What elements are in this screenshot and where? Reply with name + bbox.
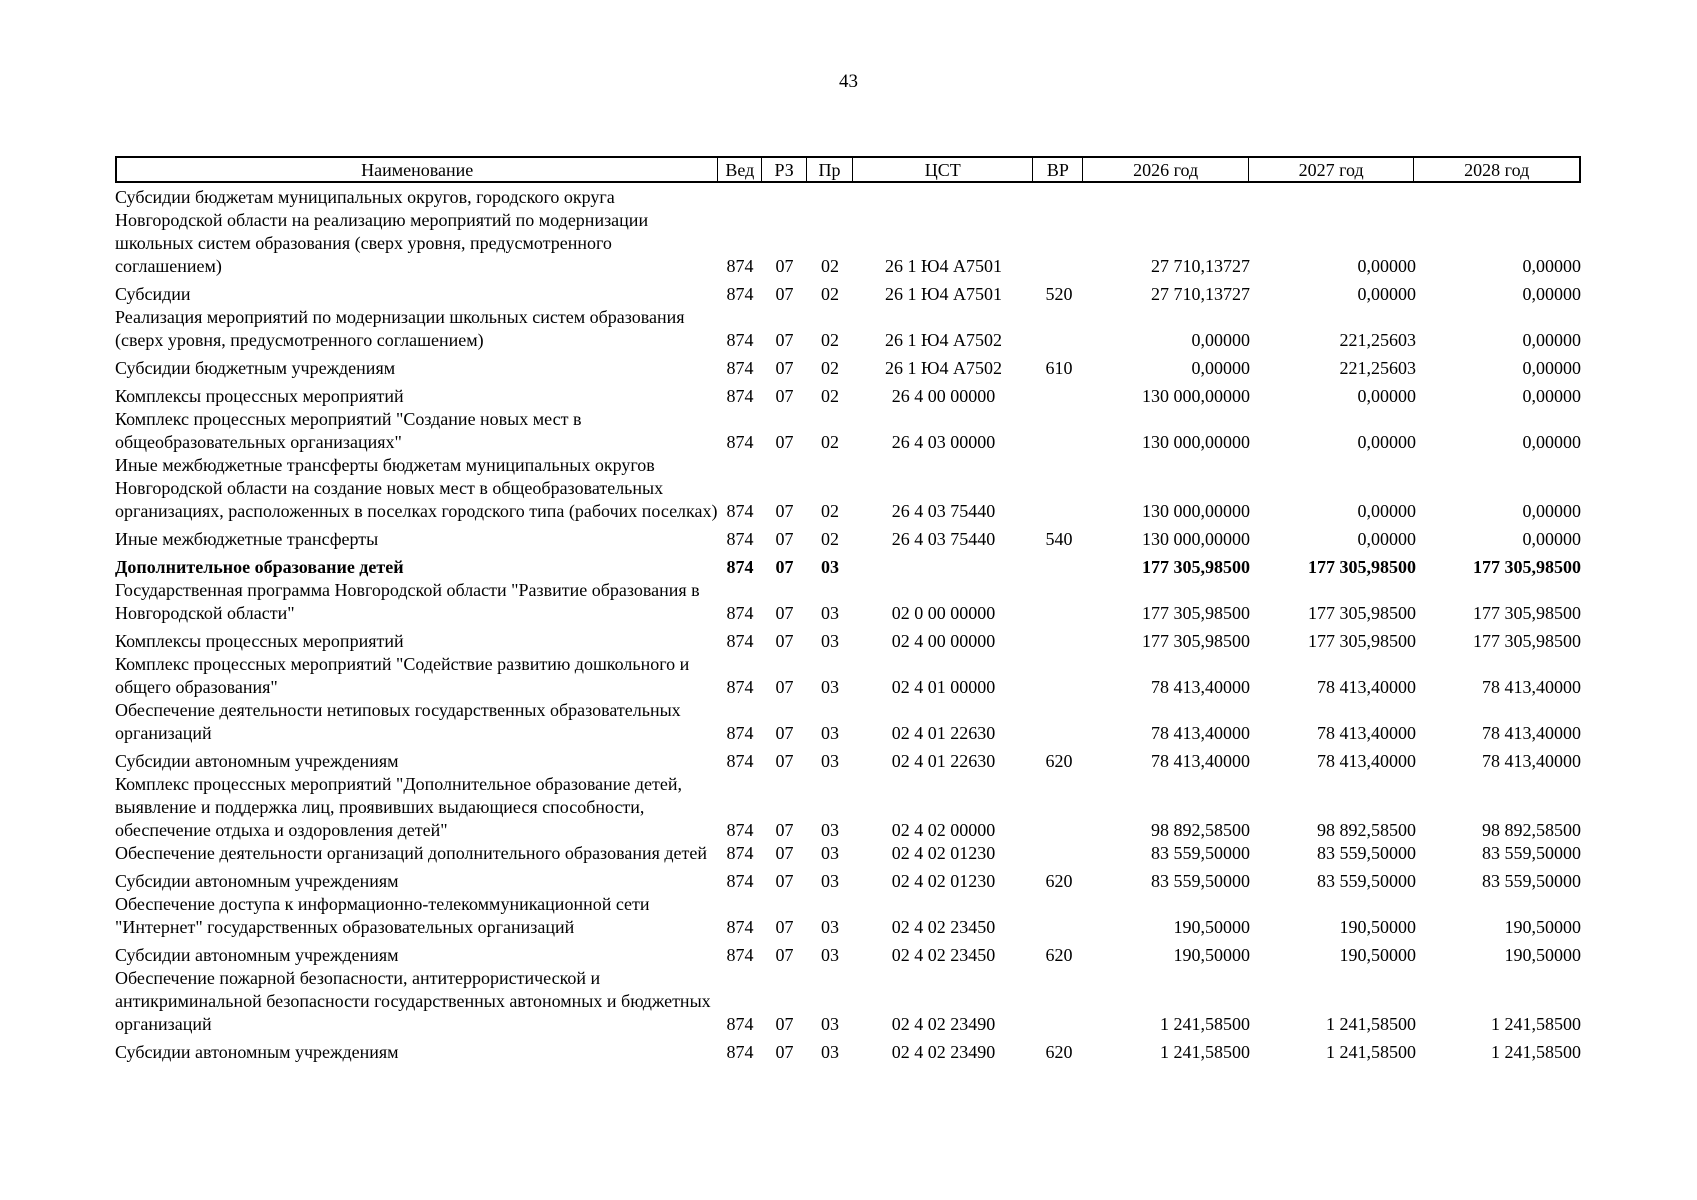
row-cst: 02 4 02 23450 — [891, 917, 996, 937]
row-cst: 26 1 Ю4 А7502 — [885, 358, 1002, 378]
row-2028: 0,00000 — [1522, 501, 1581, 521]
row-pr: 03 — [821, 843, 839, 863]
row-rz: 07 — [775, 529, 794, 549]
row-name: Иные межбюджетные трансферты — [115, 529, 379, 549]
row-pr: 02 — [821, 386, 839, 406]
row-name: Субсидии — [115, 284, 191, 304]
row-ved: 874 — [726, 677, 754, 697]
row-2028: 0,00000 — [1522, 256, 1581, 276]
row-2028: 190,50000 — [1504, 945, 1581, 965]
row-vr: 540 — [1045, 529, 1073, 549]
row-rz: 07 — [775, 557, 794, 577]
row-cst: 02 0 00 00000 — [891, 603, 996, 623]
row-pr: 03 — [821, 945, 839, 965]
row-rz: 07 — [775, 386, 794, 406]
row-2028: 177 305,98500 — [1473, 557, 1581, 577]
row-cst: 02 4 02 01230 — [891, 871, 996, 891]
row-name: Субсидии бюджетным учреждениям — [115, 358, 396, 378]
table-row — [115, 528, 1581, 551]
row-pr: 02 — [821, 501, 839, 521]
row-vr: 620 — [1045, 1042, 1073, 1062]
row-name: Дополнительное образование детей — [115, 557, 404, 577]
table-header — [115, 156, 1581, 183]
row-2026: 130 000,00000 — [1142, 386, 1250, 406]
row-cst: 02 4 02 23490 — [891, 1042, 996, 1062]
row-cst: 02 4 02 23450 — [891, 945, 996, 965]
table-row — [115, 579, 1581, 625]
row-rz: 07 — [775, 751, 794, 771]
row-rz: 07 — [775, 843, 794, 863]
row-pr: 03 — [821, 557, 839, 577]
row-ved: 874 — [726, 820, 754, 840]
row-cst: 26 4 03 75440 — [891, 501, 996, 521]
row-rz: 07 — [775, 501, 794, 521]
header-pr: Пр — [807, 158, 853, 181]
row-2027: 0,00000 — [1357, 501, 1416, 521]
row-2028: 0,00000 — [1522, 330, 1581, 350]
page-number: 43 — [839, 71, 858, 92]
row-2027: 78 413,40000 — [1317, 751, 1416, 771]
table-row — [115, 556, 1581, 579]
row-2026: 83 559,50000 — [1151, 843, 1250, 863]
row-2027: 0,00000 — [1357, 386, 1416, 406]
row-name: Иные межбюджетные трансферты бюджетам муниципальных округов Новгородской области на создание новых мест в общеобразовательных организациях, расположенных в поселках городского типа (рабочих поселках) — [115, 455, 718, 521]
row-name: Комплексы процессных мероприятий — [115, 631, 404, 651]
row-2028: 83 559,50000 — [1482, 843, 1581, 863]
table-body — [115, 186, 1581, 1064]
row-2027: 190,50000 — [1339, 945, 1416, 965]
row-name: Обеспечение пожарной безопасности, антитеррористической и антикриминальной безопасности государственных автономных и бюджетных организаций — [115, 968, 711, 1034]
row-ved: 874 — [726, 1042, 754, 1062]
row-ved: 874 — [726, 603, 754, 623]
row-2027: 221,25603 — [1339, 330, 1416, 350]
row-pr: 03 — [821, 723, 839, 743]
table-row — [115, 1041, 1581, 1064]
row-rz: 07 — [775, 945, 794, 965]
row-vr: 610 — [1045, 358, 1073, 378]
row-2026: 27 710,13727 — [1151, 284, 1250, 304]
row-cst: 26 4 00 00000 — [891, 386, 996, 406]
row-name: Комплекс процессных мероприятий "Содействие развитию дошкольного и общего образования" — [115, 654, 690, 697]
row-pr: 02 — [821, 284, 839, 304]
row-2027: 190,50000 — [1339, 917, 1416, 937]
row-vr: 620 — [1045, 945, 1073, 965]
row-2027: 78 413,40000 — [1317, 677, 1416, 697]
row-name: Комплекс процессных мероприятий "Создание новых мест в общеобразовательных организациях" — [115, 409, 582, 452]
row-2027: 78 413,40000 — [1317, 723, 1416, 743]
row-name: Обеспечение деятельности нетиповых государственных образовательных организаций — [115, 700, 681, 743]
row-2026: 130 000,00000 — [1142, 501, 1250, 521]
row-pr: 03 — [821, 917, 839, 937]
row-rz: 07 — [775, 631, 794, 651]
row-2028: 98 892,58500 — [1482, 820, 1581, 840]
row-rz: 07 — [775, 820, 794, 840]
row-cst: 02 4 01 00000 — [891, 677, 996, 697]
header-cst: ЦСТ — [853, 158, 1034, 181]
row-2026: 130 000,00000 — [1142, 529, 1250, 549]
row-2028: 0,00000 — [1522, 432, 1581, 452]
row-pr: 03 — [821, 631, 839, 651]
row-rz: 07 — [775, 603, 794, 623]
table-row — [115, 454, 1581, 523]
row-cst: 02 4 00 00000 — [891, 631, 996, 651]
header-rz: РЗ — [762, 158, 807, 181]
table-row — [115, 893, 1581, 939]
row-pr: 02 — [821, 358, 839, 378]
row-2027: 0,00000 — [1357, 256, 1416, 276]
row-2026: 177 305,98500 — [1142, 603, 1250, 623]
row-2026: 78 413,40000 — [1151, 723, 1250, 743]
row-ved: 874 — [726, 723, 754, 743]
row-name: Комплекс процессных мероприятий "Дополнительное образование детей, выявление и поддержка лиц, проявивших выдающиеся способности, обеспечение отдыха и оздоровления детей" — [115, 774, 682, 840]
row-pr: 03 — [821, 603, 839, 623]
row-ved: 874 — [726, 1014, 754, 1034]
row-pr: 03 — [821, 751, 839, 771]
row-2028: 0,00000 — [1522, 358, 1581, 378]
row-2028: 0,00000 — [1522, 284, 1581, 304]
row-name: Субсидии автономным учреждениям — [115, 871, 399, 891]
row-pr: 02 — [821, 529, 839, 549]
table-row — [115, 408, 1581, 454]
row-vr: 620 — [1045, 751, 1073, 771]
table-row — [115, 699, 1581, 745]
row-2026: 83 559,50000 — [1151, 871, 1250, 891]
row-2026: 177 305,98500 — [1142, 631, 1250, 651]
table-row — [115, 283, 1581, 306]
row-rz: 07 — [775, 256, 794, 276]
header-2027: 2027 год — [1249, 158, 1415, 181]
row-cst: 02 4 02 23490 — [891, 1014, 996, 1034]
row-2028: 1 241,58500 — [1491, 1042, 1581, 1062]
row-ved: 874 — [726, 256, 754, 276]
row-ved: 874 — [726, 751, 754, 771]
row-2028: 0,00000 — [1522, 529, 1581, 549]
row-name: Реализация мероприятий по модернизации школьных систем образования (сверх уровня, предусмотренного соглашением) — [115, 307, 685, 350]
row-name: Обеспечение деятельности организаций дополнительного образования детей — [115, 843, 707, 863]
row-ved: 874 — [726, 330, 754, 350]
header-2026: 2026 год — [1083, 158, 1249, 181]
row-rz: 07 — [775, 1014, 794, 1034]
row-ved: 874 — [726, 631, 754, 651]
row-2027: 0,00000 — [1357, 529, 1416, 549]
table-row — [115, 306, 1581, 352]
table-row — [115, 186, 1581, 278]
row-2027: 83 559,50000 — [1317, 871, 1416, 891]
row-2026: 0,00000 — [1191, 358, 1250, 378]
row-2026: 190,50000 — [1173, 917, 1250, 937]
row-2026: 27 710,13727 — [1151, 256, 1250, 276]
row-2027: 221,25603 — [1339, 358, 1416, 378]
table-row — [115, 385, 1581, 408]
row-rz: 07 — [775, 358, 794, 378]
row-2028: 177 305,98500 — [1473, 631, 1581, 651]
row-pr: 03 — [821, 677, 839, 697]
row-ved: 874 — [726, 945, 754, 965]
row-name: Субсидии автономным учреждениям — [115, 1042, 399, 1062]
row-cst: 26 1 Ю4 А7502 — [885, 330, 1002, 350]
header-2028: 2028 год — [1464, 159, 1530, 180]
row-2028: 78 413,40000 — [1482, 723, 1581, 743]
row-2026: 78 413,40000 — [1151, 677, 1250, 697]
table-row — [115, 842, 1581, 865]
row-pr: 03 — [821, 820, 839, 840]
row-rz: 07 — [775, 284, 794, 304]
row-2026: 177 305,98500 — [1142, 557, 1250, 577]
row-2026: 190,50000 — [1173, 945, 1250, 965]
row-rz: 07 — [775, 1042, 794, 1062]
row-pr: 03 — [821, 1042, 839, 1062]
row-2026: 78 413,40000 — [1151, 751, 1250, 771]
row-ved: 874 — [726, 843, 754, 863]
row-vr: 520 — [1045, 284, 1073, 304]
row-2028: 0,00000 — [1522, 386, 1581, 406]
row-2028: 177 305,98500 — [1473, 603, 1581, 623]
row-2027: 1 241,58500 — [1326, 1014, 1416, 1034]
row-2026: 98 892,58500 — [1151, 820, 1250, 840]
row-cst: 02 4 02 01230 — [891, 843, 996, 863]
row-pr: 02 — [821, 256, 839, 276]
row-rz: 07 — [775, 871, 794, 891]
row-2028: 78 413,40000 — [1482, 751, 1581, 771]
row-2027: 98 892,58500 — [1317, 820, 1416, 840]
row-pr: 03 — [821, 1014, 839, 1034]
row-ved: 874 — [726, 917, 754, 937]
header-vr: ВР — [1033, 158, 1083, 181]
row-ved: 874 — [726, 358, 754, 378]
row-2027: 83 559,50000 — [1317, 843, 1416, 863]
row-2028: 83 559,50000 — [1482, 871, 1581, 891]
row-ved: 874 — [726, 386, 754, 406]
row-pr: 02 — [821, 432, 839, 452]
row-cst: 26 4 03 75440 — [891, 529, 996, 549]
row-cst: 26 1 Ю4 А7501 — [885, 256, 1002, 276]
row-pr: 03 — [821, 871, 839, 891]
row-rz: 07 — [775, 917, 794, 937]
row-ved: 874 — [726, 871, 754, 891]
row-cst: 02 4 01 22630 — [891, 723, 996, 743]
row-2026: 1 241,58500 — [1160, 1042, 1250, 1062]
row-2028: 1 241,58500 — [1491, 1014, 1581, 1034]
row-cst: 02 4 01 22630 — [891, 751, 996, 771]
row-name: Комплексы процессных мероприятий — [115, 386, 404, 406]
row-cst: 02 4 02 00000 — [891, 820, 996, 840]
row-2027: 1 241,58500 — [1326, 1042, 1416, 1062]
row-vr: 620 — [1045, 871, 1073, 891]
row-ved: 874 — [726, 284, 754, 304]
row-2028: 78 413,40000 — [1482, 677, 1581, 697]
row-ved: 874 — [726, 432, 754, 452]
table-row — [115, 750, 1581, 773]
row-rz: 07 — [775, 330, 794, 350]
row-2026: 130 000,00000 — [1142, 432, 1250, 452]
row-ved: 874 — [726, 529, 754, 549]
table-row — [115, 653, 1581, 699]
row-2027: 177 305,98500 — [1308, 631, 1416, 651]
row-2027: 0,00000 — [1357, 284, 1416, 304]
row-name: Субсидии автономным учреждениям — [115, 945, 399, 965]
row-rz: 07 — [775, 432, 794, 452]
row-cst: 26 1 Ю4 А7501 — [885, 284, 1002, 304]
row-2027: 177 305,98500 — [1308, 603, 1416, 623]
row-pr: 02 — [821, 330, 839, 350]
row-ved: 874 — [726, 557, 754, 577]
row-name: Государственная программа Новгородской области "Развитие образования в Новгородской области" — [115, 580, 700, 623]
table-row — [115, 357, 1581, 380]
row-rz: 07 — [775, 677, 794, 697]
row-2026: 0,00000 — [1191, 330, 1250, 350]
header-name: Наименование — [117, 158, 718, 181]
row-rz: 07 — [775, 723, 794, 743]
row-name: Обеспечение доступа к информационно-телекоммуникационной сети "Интернет" государственных образовательных организаций — [115, 894, 650, 937]
row-cst: 26 4 03 00000 — [891, 432, 996, 452]
row-2027: 0,00000 — [1357, 432, 1416, 452]
row-2027: 177 305,98500 — [1308, 557, 1416, 577]
row-2028: 190,50000 — [1504, 917, 1581, 937]
table-row — [115, 967, 1581, 1036]
table-row — [115, 870, 1581, 893]
table-row — [115, 773, 1581, 842]
row-name: Субсидии бюджетам муниципальных округов, городского округа Новгородской области на реализацию мероприятий по модернизации школьных систем образования (сверх уровня, предусмотренного соглашением) — [115, 187, 649, 276]
header-ved: Вед — [718, 158, 762, 181]
row-name: Субсидии автономным учреждениям — [115, 751, 399, 771]
table-row — [115, 630, 1581, 653]
row-ved: 874 — [726, 501, 754, 521]
row-2026: 1 241,58500 — [1160, 1014, 1250, 1034]
table-row — [115, 944, 1581, 967]
